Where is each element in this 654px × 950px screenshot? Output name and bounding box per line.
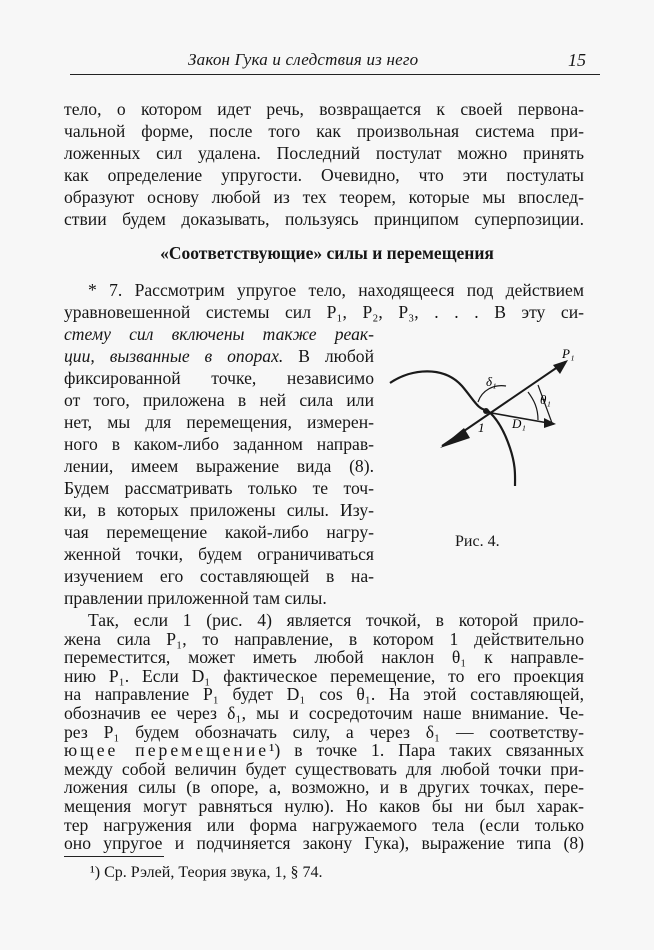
footnote-rule [64, 856, 164, 857]
footnote: ¹) Ср. Рэлей, Теория звука, 1, § 74. [90, 864, 323, 881]
text-line [64, 346, 374, 367]
text-line: оно упругое и подчиняется закону Гука), выражение типа (8) [64, 833, 584, 854]
text-line: нет, мы для перемещения, измерен- [64, 412, 374, 432]
figure-caption: Рис. 4. [455, 533, 500, 550]
running-head-title: Закон Гука и следствия из него [188, 50, 419, 69]
displacement-arrowhead [544, 418, 556, 428]
header-rule [70, 74, 600, 75]
text-line: между собой величин будет существовать для любой точки при- [64, 758, 584, 779]
point-1-marker [483, 408, 489, 414]
text-line: на направление P₁ будет D₁ cos θ₁. На этой составляющей, [64, 684, 584, 705]
figure-4-diagram [382, 348, 582, 498]
text-line: женной точки, будем ограничиваться [64, 544, 374, 564]
text-line: ки, в которых приложены силы. Изу- [64, 500, 374, 520]
text-line: изучением его составляющей в на- [64, 566, 374, 586]
text-line: тер нагружения или форма нагружаемого тела (если только [64, 814, 584, 835]
text-line: переместится, может иметь любой наклон θ₁ к направле- [64, 647, 584, 668]
text-italic: ции, вызванные в опорах. [64, 346, 284, 366]
text-line: фиксированной точке, независимо [64, 368, 374, 388]
text-line: ложения силы (в опоре, а, возможно, и в других точках, пере- [64, 777, 584, 798]
text-line: нию P₁. Если D₁ фактическое перемещение, то его проекция [64, 665, 584, 686]
label-delta1: δ₁ [486, 374, 497, 389]
text-line: ного в каком-либо заданном направ- [64, 434, 374, 454]
text-line: правлении приложенной там силы. [64, 588, 327, 608]
page-number: 15 [568, 50, 586, 70]
text-line: как определение упругости. Очевидно, что эти постулаты [64, 165, 584, 185]
text-line: лении, имеем выражение вида (8). [64, 456, 374, 476]
label-point-1: 1 [478, 420, 485, 435]
text-spaced: ющее перемещение [64, 740, 270, 761]
text-line: * 7. Рассмотрим упругое тело, находящееся под действием [88, 280, 584, 300]
text-line: жена сила P₁, то направление, в котором 1 действительно [64, 628, 584, 649]
text-line: ложенных сил удалена. Последний постулат можно принять [64, 143, 584, 163]
text-line: ствии будем доказывать, пользуясь принципом суперпозиции. [64, 209, 584, 229]
text-run: ¹) в точке 1. Пара таких связанных [269, 740, 584, 761]
label-theta1: θ₁ [540, 392, 551, 407]
text-line: чальной форме, после того как произвольная система при- [64, 121, 584, 141]
text-line: стему сил включены также реак- [64, 324, 374, 344]
running-header [70, 50, 600, 76]
text-line: мещения могут равняться нулю). Но каков бы ни был харак- [64, 796, 584, 816]
label-p1: P₁ [562, 348, 575, 361]
force-tail-arrow [440, 428, 470, 448]
label-d1: D₁ [512, 416, 526, 431]
text-line: рез P₁ будем обозначать силу, а через δ₁ — соответству- [64, 721, 584, 742]
text-line: обозначив ее через δ₁, мы и сосредоточим наше внимание. Че- [64, 703, 584, 723]
text-line: от того, приложена в ней сила или [64, 390, 374, 410]
text-run: В любой [283, 346, 374, 366]
text-line: образуют основу любой из тех теорем, которые мы впослед- [64, 187, 584, 207]
text-line: Так, если 1 (рис. 4) является точкой, в которой прило- [88, 610, 584, 630]
text-line: Будем рассматривать только те точ- [64, 478, 374, 498]
text-line: чая перемещение какой-либо нагру- [64, 522, 374, 542]
text-line: тело, о котором идет речь, возвращается к своей первона- [64, 99, 584, 119]
text-line: уравновешенной системы сил P₁, P₂, P₃, . . . В эту си- [64, 302, 584, 322]
force-arrowhead-p1 [553, 360, 568, 374]
section-heading: «Соответствующие» силы и перемещения [160, 243, 494, 263]
theta1-angle-arc [528, 392, 538, 420]
